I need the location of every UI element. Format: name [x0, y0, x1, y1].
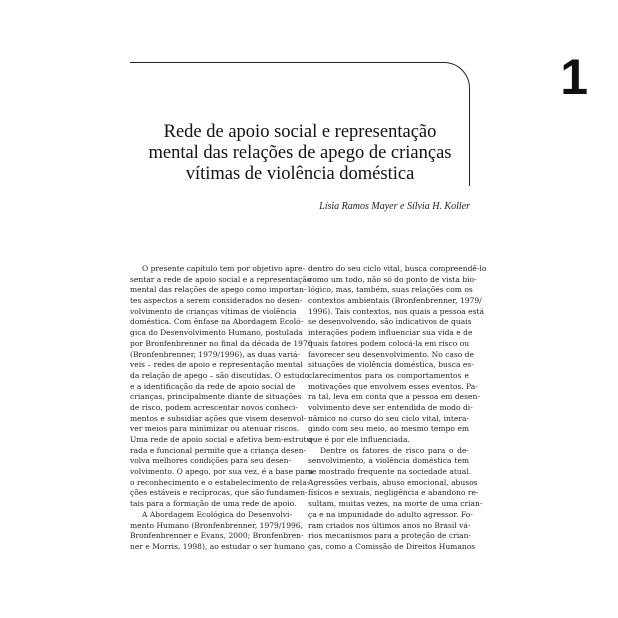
text-line: nâmico no curso do seu ciclo vital, intera- [308, 413, 469, 423]
text-line: volva melhores condições para seu desen- [130, 456, 292, 466]
text-line: e a identificação da rede de apoio social de [130, 381, 296, 391]
text-line: rada e funcional permite que a criança desen- [130, 445, 307, 455]
text-line: ças, como a Comissão de Direitos Humanos [308, 541, 476, 551]
text-line: 1996). Tais contextos, nos quais a pessoa está [308, 306, 485, 316]
chapter-title [130, 122, 470, 185]
text-line: quais fatores podem colocá-la em risco ou [308, 338, 470, 348]
body-column-right [308, 264, 487, 553]
text-line: por Bronfenbrenner no final da década de 1970 [130, 338, 313, 348]
text-line: ra tal, leva em conta que a pessoa em desen- [308, 392, 480, 402]
text-line: Uma rede de apoio social e afetiva bem-estrutu- [130, 435, 314, 444]
text-line: o reconhecimento e o estabelecimento de rela- [130, 477, 310, 487]
text-line: situações de violência doméstica, busca es- [308, 360, 474, 370]
chapter-authors: Lísia Ramos Mayer e Sílvia H. Koller [319, 201, 470, 212]
text-line: que é por ele influenciada. [308, 435, 410, 444]
title-line: Rede de apoio social e representação [163, 122, 437, 142]
body-column-left [130, 264, 314, 553]
chapter-number: 1 [560, 49, 588, 105]
text-line: volvimento. O apego, por sua vez, é a base para [130, 467, 313, 477]
text-line: sentar a rede de apoio social e a representação [130, 274, 312, 284]
title-line: vítimas de violência doméstica [185, 164, 415, 184]
text-line: dentro do seu ciclo vital, busca compreendê-lo [308, 264, 487, 273]
text-line: da relação de apego – são discutidas. O estudo [130, 370, 309, 380]
text-line: senvolvimento, a violência doméstica tem [308, 456, 469, 466]
text-line: ner e Morris, 1998), ao estudar o ser humano [130, 541, 305, 551]
text-line: tais para a formação de uma rede de apoio. [130, 499, 297, 509]
text-line: doméstica. Com ênfase na Abordagem Ecoló- [130, 317, 304, 327]
text-line: volvimento de crianças vítimas de violência [130, 306, 297, 316]
text-line: de risco, podem acrescentar novos conheci- [130, 402, 298, 412]
text-line: veis – redes de apoio e representação mental [130, 360, 303, 370]
text-line: físicos e sexuais, negligência e abandono re- [308, 488, 479, 498]
text-line: A Abordagem Ecológica do Desenvolvi- [142, 509, 293, 519]
text-line: crianças, principalmente diante de situações [130, 392, 302, 402]
text-line: gica do Desenvolvimento Humano, postulada [130, 328, 303, 338]
text-line: mental das relações de apego como importan- [130, 285, 307, 295]
text-line: clarecimentos para os comportamentos e [308, 370, 469, 380]
text-line: mentos e subsidiar ações que visem desenvol- [130, 413, 307, 423]
text-line: gindo com seu meio, ao mesmo tempo em [308, 424, 469, 434]
text-line: contextos ambientais (Bronfenbrenner, 1979/ [308, 296, 482, 306]
text-line: rios mecanismos para a proteção de crian- [308, 531, 472, 541]
text-line: ções estáveis e recíprocas, que são fundamen- [130, 488, 308, 498]
text-line: interações podem influenciar sua vida e de [308, 328, 473, 338]
text-line: mento Humano (Bronfenbrenner, 1979/1996, [130, 520, 304, 530]
text-line: se mostrado frequente na sociedade atual. [308, 467, 472, 477]
text-line: sultam, muitas vezes, na morte de uma crian- [308, 499, 483, 509]
text-line: motivações que envolvem esses eventos. Pa- [308, 381, 478, 391]
text-line: ça e na impunidade do adulto agressor. Fo- [308, 509, 473, 519]
text-line: ver meios para minimizar ou atenuar riscos. [130, 424, 300, 434]
text-line: favorecer seu desenvolvimento. No caso de [308, 349, 474, 359]
text-line: como um todo, não só do ponto de vista bio- [308, 274, 477, 284]
text-line: se desenvolvendo, são indicativos de quais [308, 317, 472, 327]
text-line: Dentre os fatores de risco para o de- [320, 445, 469, 455]
text-line: lógico, mas, também, suas relações com os [308, 285, 473, 295]
text-line: Agressões verbais, abuso emocional, abusos [308, 477, 478, 487]
text-line: Bronfenbrenner e Evans, 2000; Bronfenbren- [130, 531, 304, 541]
text-line: ram criados nos últimos anos no Brasil vá- [308, 520, 471, 530]
title-line: mental das relações de apego de crianças [148, 143, 452, 163]
text-line: O presente capítulo tem por objetivo apre- [142, 264, 306, 273]
text-line: volvimento deve ser entendida de modo di- [308, 402, 473, 412]
text-line: tes aspectos a serem considerados no desen- [130, 296, 303, 306]
text-line: (Bronfenbrenner, 1979/1996), as duas variá- [130, 349, 301, 359]
